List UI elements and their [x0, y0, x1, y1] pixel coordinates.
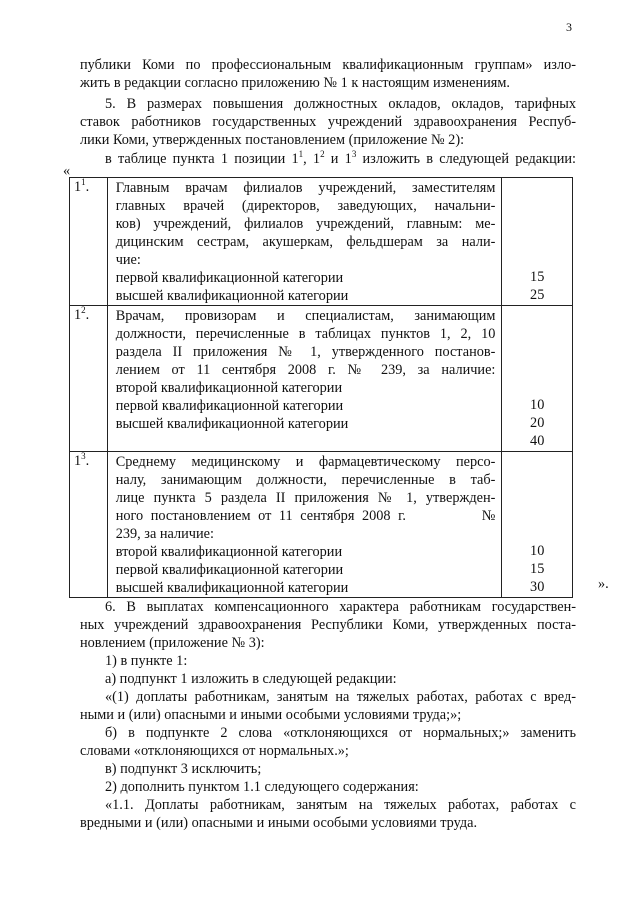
intro-line-1: публики Коми по профессиональным квалификационным группам» изло- [80, 57, 576, 73]
desc-line: главных врачей (директоров, заведующих, начальни- [115, 198, 496, 214]
desc-line: Главным врачам филиалов учреждений, заместителям [115, 180, 496, 196]
quote-open: « [63, 163, 71, 179]
table-intro [105, 150, 576, 168]
desc-line: налу, занимающим должности, перечисленные в таб- [115, 472, 496, 488]
row-values [502, 452, 573, 598]
value-cell [502, 506, 572, 524]
item5-line-2: ставок работников государственных учреждений здравоохранения Респуб- [80, 114, 576, 130]
table-row [70, 306, 573, 452]
desc-line: Врачам, провизорам и специалистам, занимающим [115, 308, 496, 324]
value-cell: 25 [530, 287, 545, 303]
value-cell [502, 306, 572, 324]
value-cell [502, 178, 572, 196]
desc-line: первой квалификационной категории [115, 270, 344, 286]
desc-line: чие: [115, 252, 141, 268]
desc-line: первой квалификационной категории [115, 562, 344, 578]
item6-line-3: новлением (приложение № 3): [80, 635, 265, 651]
intro-line-2: жить в редакции согласно приложению № 1 к настоящим изменениям. [80, 75, 510, 91]
desc-line: дицинским сестрам, акушеркам, фельдшерам за нали- [115, 234, 496, 250]
row-number-sup: 1 [81, 177, 86, 188]
sub-line: 2) дополнить пунктом 1.1 следующего содержания: [105, 779, 419, 795]
value-cell: 30 [530, 579, 545, 595]
positions-table [69, 177, 573, 598]
quote-close: ». [598, 576, 609, 592]
value-cell [502, 214, 572, 232]
table-intro-sup-1: 1 [298, 149, 304, 160]
row-number-main: 1 [74, 179, 82, 195]
row-number [70, 452, 108, 598]
row-number-sup: 3 [81, 451, 86, 462]
sub-line: 1) в пункте 1: [105, 653, 188, 669]
table-intro-after: изложить в следующей редакции: [356, 151, 576, 167]
item5-line-1: 5. В размерах повышения должностных окладов, окладов, тарифных [105, 96, 576, 112]
row-number-main: 1 [74, 307, 82, 323]
desc-line: ного постановлением от 11 сентября 2008 г. № [115, 508, 496, 524]
table-intro-sup-2: 2 [320, 149, 325, 160]
row-number [70, 306, 108, 452]
value-cell: 10 [530, 543, 545, 559]
desc-line: Среднему медицинскому и фармацевтическому персо- [115, 454, 496, 470]
value-cell [502, 378, 572, 396]
sub-line: ными и (или) опасными и иными особыми условиями труда;»; [80, 707, 462, 723]
row-number [70, 178, 108, 306]
table-intro-sep-2: и 1 [324, 151, 352, 167]
desc-line: второй квалификационной категории [115, 544, 343, 560]
value-cell: 10 [530, 397, 545, 413]
row-description [107, 178, 502, 306]
desc-line: ков) учреждений, филиалов учреждений, главным: ме- [115, 216, 496, 232]
value-cell [502, 470, 572, 488]
value-cell [502, 452, 572, 470]
row-number-suffix: . [85, 453, 90, 469]
desc-line: высшей квалификационной категории [115, 416, 349, 432]
value-cell: 20 [530, 415, 545, 431]
row-values [502, 178, 573, 306]
desc-line: лице пункта 5 раздела II приложения № 1, утвержден- [115, 490, 496, 506]
desc-blank-line [116, 433, 496, 451]
value-cell: 40 [530, 433, 545, 449]
value-cell: 15 [530, 269, 545, 285]
row-number-main: 1 [74, 453, 82, 469]
row-description [107, 452, 502, 598]
desc-line: лением от 11 сентября 2008 г. № 239, за наличие: [115, 362, 496, 378]
value-cell [502, 524, 572, 542]
desc-line: второй квалификационной категории [115, 380, 343, 396]
desc-line: высшей квалификационной категории [115, 288, 349, 304]
value-cell: 15 [530, 561, 545, 577]
table-intro-sup-3: 3 [351, 149, 357, 160]
sub-line: «(1) доплаты работникам, занятым на тяжелых работах, работах с вред- [105, 689, 576, 705]
row-number-suffix: . [85, 307, 90, 323]
desc-line: должности, перечисленные в таблицах пунктов 1, 2, 10 [115, 326, 496, 342]
value-cell [502, 488, 572, 506]
sub-line: вредными и (или) опасными и иными особыми условиями труда. [80, 815, 478, 831]
value-cell [502, 232, 572, 250]
table-row [70, 178, 573, 306]
item5-line-3: лики Коми, утвержденных постановлением (приложение № 2): [80, 132, 465, 148]
table-intro-before: в таблице пункта 1 позиции 1 [105, 151, 299, 167]
row-number-suffix: . [85, 179, 90, 195]
value-cell [502, 196, 572, 214]
page-number: 3 [566, 20, 572, 34]
value-cell [502, 360, 572, 378]
desc-line: первой квалификационной категории [115, 398, 344, 414]
value-cell [502, 324, 572, 342]
row-values [502, 306, 573, 452]
value-cell [502, 250, 572, 268]
sub-line: а) подпункт 1 изложить в следующей редакции: [105, 671, 397, 687]
item6-line-1: 6. В выплатах компенсационного характера работникам государствен- [105, 599, 576, 615]
value-cell [502, 342, 572, 360]
row-description [107, 306, 502, 452]
sub-line: в) подпункт 3 исключить; [105, 761, 262, 777]
desc-line: высшей квалификационной категории [115, 580, 349, 596]
row-number-sup: 2 [81, 305, 86, 316]
desc-line: 239, за наличие: [115, 526, 214, 542]
item6-line-2: ных учреждений здравоохранения Республики Коми, утвержденных поста- [80, 617, 576, 633]
table-intro-sep-1: , 1 [303, 151, 321, 167]
sub-line: «1.1. Доплаты работникам, занятым на тяжелых работах, работах с [105, 797, 576, 813]
desc-line: раздела II приложения № 1, утвержденного постанов- [115, 344, 496, 360]
sub-line: б) в подпункте 2 слова «отклоняющихся от нормальных;» заменить [105, 725, 576, 741]
sub-line: словами «отклоняющихся от нормальных.»; [80, 743, 349, 759]
table-row [70, 452, 573, 598]
